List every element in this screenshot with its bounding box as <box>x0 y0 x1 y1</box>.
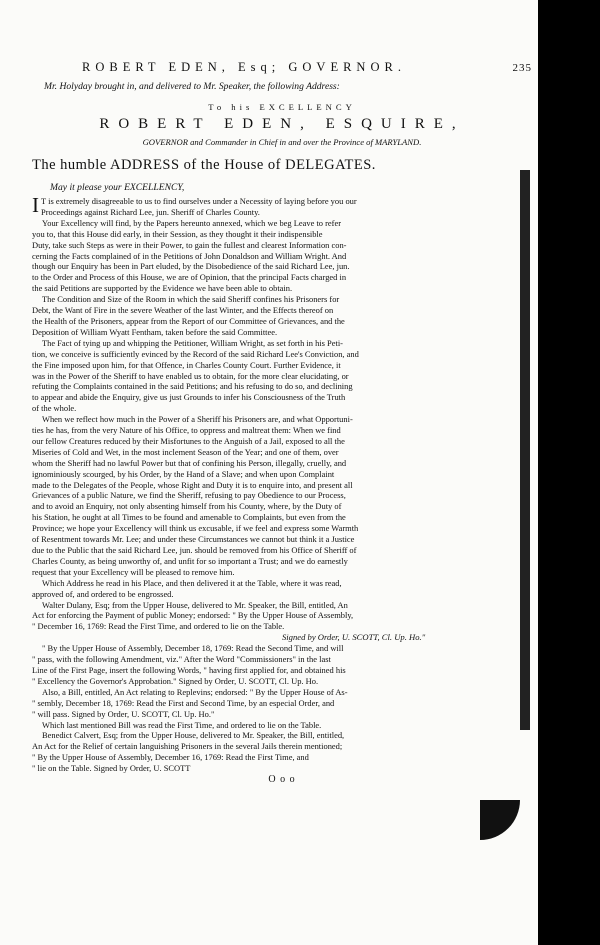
text-line: Which Address he read in his Place, and then delivered it at the Table, where it was read, <box>42 577 342 588</box>
page-number: 235 <box>512 62 532 74</box>
salutation: May it please your EXCELLENCY, <box>50 182 185 193</box>
text-line: Benedict Calvert, Esq; from the Upper House, delivered to Mr. Speaker, the Bill, entitled, <box>42 730 345 741</box>
text-line: Duty, take such Steps as were in their Power, to gain the fullest and clearest Information con- <box>32 239 347 250</box>
text-line: his Station, he ought at all Times to be found and amenable to Complaints, but even from the <box>32 512 346 523</box>
text-line: you to, that this House did early, in their Session, as they thought it their indispensible <box>32 228 323 239</box>
intro-line: Mr. Holyday brought in, and delivered to Mr. Speaker, the following Address: <box>44 81 340 92</box>
text-line: though our Enquiry has been in Part eluded, by the Disobedience of the said Richard Lee, jun. <box>32 261 350 272</box>
text-line: Walter Dulany, Esq; from the Upper House, delivered to Mr. Speaker, the Bill, entitled, An <box>42 599 348 610</box>
text-line: made to the Delegates of the People, whose Right and Duty it is to enquire into, and present all <box>32 479 353 490</box>
page-content <box>32 60 532 785</box>
text-line: " By the Upper House of Assembly, December 16, 1769: Read the First Time, and <box>32 752 309 763</box>
text-line: " sembly, December 18, 1769: Read the First and Second Time, by an especial Order, and <box>32 697 335 708</box>
text-line: Line of the First Page, insert the following Words, " having first applied for, and obtained his <box>32 664 346 675</box>
text-line: to appear and abide the Enquiry, give us just Grounds to infer his Consciousness of the Truth <box>32 392 346 403</box>
text-line: IT is extremely disagreeable to us to find ourselves under a Necessity of laying before you our <box>32 193 357 217</box>
address-heading: The humble ADDRESS of the House of DELEGATES. <box>32 157 376 173</box>
text-line: of Resentment towards Mr. Lee; and under these Circumstances we cannot but think it a Justice <box>32 534 355 545</box>
text-line: tion, we conceive is sufficiently evinced by the Record of the said Richard Lee's Conviction, and <box>32 348 359 359</box>
text-line: The Fact of tying up and whipping the Petitioner, William Wright, as set forth in his Peti- <box>42 337 343 348</box>
text-line: Grievances of a public Nature, we find the Sheriff, refusing to pay Obedience to our Process, <box>32 490 346 501</box>
text-line: refuting the Complaints contained in the said Petitions; and his refusing to do so, and declining <box>32 381 353 392</box>
text-line: the Health of the Prisoners, appear from the Report of our Committee of Grievances, and the <box>32 315 345 326</box>
addressee-name: ROBERT EDEN, ESQUIRE, <box>99 116 465 132</box>
text-line: Deposition of William Wyatt Fentham, taken before the said Committee. <box>32 326 278 337</box>
text-line: due to the Public that the said Richard Lee, jun. should be removed from his Office of Sheriff of <box>32 545 357 555</box>
text-line: the Fine imposed upon him, for that Offence, in Charles County Court. Further Evidence, it <box>32 359 341 370</box>
text-line: and to avoid an Enquiry, not only absenting himself from his County, where, by the Duty of <box>32 501 342 512</box>
governor-line: GOVERNOR and Commander in Chief in and over the Province of MARYLAND. <box>142 137 422 147</box>
signature-line: Signed by Order, U. SCOTT, Cl. Up. Ho." <box>282 632 426 643</box>
text-line: ignominiously scourged, by his Order, by the Hand of a Slave; and when upon Complaint <box>32 468 335 479</box>
text-line: of the whole. <box>32 403 77 414</box>
text-line: " pass, with the following Amendment, viz." After the Word "Commissioners" in the last <box>32 654 331 665</box>
text-line: Charles County, as being unworthy of, and unfit for so important a Trust; and we do earnestly <box>32 555 348 566</box>
text-line: An Act for the Relief of certain languishing Prisoners in the several Jails therein mentioned; <box>32 741 343 752</box>
text-line: " Excellency the Governor's Approbation." Signed by Order, U. SCOTT, Cl. Up. Ho. <box>32 675 319 686</box>
text-line: " December 16, 1769: Read the First Time, and ordered to lie on the Table. <box>32 621 285 632</box>
to-line: To his EXCELLENCY <box>208 102 356 112</box>
address-body <box>32 193 532 632</box>
page-edge-corner <box>480 800 520 840</box>
proceedings-body <box>32 643 532 774</box>
text-line: Miseries of Cold and Wet, in the most inclement Season of the Year; and one of them, over <box>32 446 339 457</box>
text-line: Proceedings against Richard Lee, jun. Sheriff of Charles County. <box>41 206 260 217</box>
text-line: Which last mentioned Bill was read the First Time, and ordered to lie on the Table. <box>42 719 322 730</box>
text-line: Your Excellency will find, by the Papers hereunto annexed, which we beg Leave to refer <box>42 217 342 228</box>
text-line: " will pass. Signed by Order, U. SCOTT, Cl. Up. Ho." <box>32 708 215 719</box>
running-head <box>82 60 532 75</box>
text-line: to the Order and Process of this House, we are of Opinion, that the principal Facts charged in <box>32 272 347 283</box>
text-line: Act for enforcing the Payment of public Money; endorsed: " By the Upper House of Assembly, <box>32 610 354 621</box>
text-line: ties he has, from the very Nature of his Office, to oppress and maltreat them: When we find <box>32 425 341 436</box>
text-line: " By the Upper House of Assembly, December 18, 1769: Read the Second Time, and will <box>42 643 344 654</box>
text-line: whom the Sheriff had no lawful Power but that of confining his Person, illegally, cruelly, and <box>32 457 347 468</box>
text-line: our fellow Creatures reduced by their Misfortunes to the Anguish of a Jail, exposed to all the <box>32 435 345 446</box>
text-line: When we reflect how much in the Power of a Sheriff his Prisoners are, and what Opportuni- <box>42 414 353 425</box>
text-line: request that your Excellency will be pleased to remove him. <box>32 566 235 577</box>
text-line: Debt, the Want of Fire in the severe Weather of the last Winter, and the Effects thereof on <box>32 305 334 316</box>
page-edge-shadow <box>538 0 600 945</box>
catchword: O o o <box>268 774 296 786</box>
text-line: the said Petitions are supported by the Evidence we have been able to obtain. <box>32 283 293 294</box>
text-line: was in the Power of the Sheriff to have enabled us to obtain, for the more clear elucidating, or <box>32 370 349 381</box>
text-line: Also, a Bill, entitled, An Act relating to Replevins; endorsed: " By the Upper House of As- <box>42 686 348 697</box>
running-head-title: ROBERT EDEN, Esq; GOVERNOR. <box>82 60 406 74</box>
text-line: approved of, and ordered to be engrossed. <box>32 588 174 599</box>
text-line: cerning the Facts complained of in the Petitions of John Donaldson and William Wright. And <box>32 250 347 261</box>
text-line: The Condition and Size of the Room in which the said Sheriff confines his Prisoners for <box>42 294 340 305</box>
text-line: Province; we hope your Excellency will think us excusable, if we feel and express some Warmth <box>32 523 359 534</box>
text-line: " lie on the Table. Signed by Order, U. SCOTT <box>32 763 191 774</box>
